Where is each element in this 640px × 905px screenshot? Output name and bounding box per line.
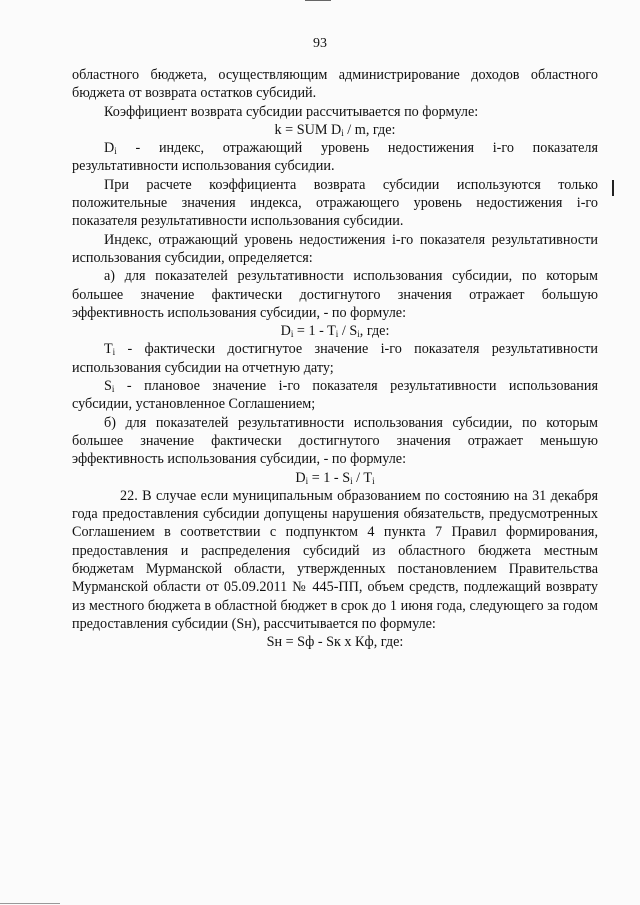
term: S [104, 378, 112, 395]
definition-t [72, 340, 598, 377]
term-subscript: i [111, 384, 115, 395]
formula-subscript: i [350, 475, 353, 486]
formula-part: D [280, 323, 291, 340]
paragraph: б) для показателей результативности использования субсидии, по которым большее значение фактически достигнутого значения отражает меньшую эффективность использования субсидии, - по формуле: [72, 414, 598, 468]
formula-subscript: i [372, 475, 375, 486]
formula-subscript: i [290, 329, 294, 340]
document-body [72, 66, 598, 652]
paragraph: При расчете коэффициента возврата субсидии используются только положительные значения индекса, отражающего уровень недостижения i-го показателя результативности использования субсидии. [72, 176, 598, 230]
formula-part: / T [352, 469, 373, 486]
bottom-scan-line [0, 903, 60, 904]
definition-text: плановое значение i-го показателя результативности использования субсидии, установленное Соглашением; [72, 378, 598, 413]
definition-d [72, 139, 598, 176]
formula-part: , где: [359, 323, 390, 340]
formula-subscript: i [335, 329, 339, 340]
term-dash: - [116, 140, 159, 157]
formula-subscript: i [341, 127, 344, 138]
formula-part: = 1 - T [293, 323, 336, 340]
paragraph: областного бюджета, осуществляющим администрирование доходов областного бюджета от возврата остатков субсидий. [72, 67, 598, 102]
definition-text: индекс, отражающий уровень недостижения i-го показателя результативности использования субсидии. [72, 140, 598, 175]
page-number: 93 [313, 36, 327, 51]
formula-k [72, 121, 598, 139]
formula-part: / S [338, 323, 358, 340]
definition-text: фактически достигнутое значение i-го показателя результативности использования субсидии на отчетную дату; [72, 341, 598, 376]
term-subscript: i [112, 347, 116, 358]
term-dash: - [114, 378, 145, 395]
term-subscript: i [114, 146, 117, 157]
margin-mark [612, 180, 614, 196]
paragraph-22: 22. В случае если муниципальным образованием по состоянию на 31 декабря года предоставления субсидии допущены нарушения обязательств, предусмотренных Соглашением в соответствии с подпунктом 4 пункта 7 Правил формирования, предоставления и распределения субсидий из областного бюджета местным бюджетам Мурманской области, утвержденных постановлением Правительства Мурманской области от 05.09.2011 № 445-ПП, объем средств, подлежащий возврату из местного бюджета в областной бюджет в срок до 1 июня года, следующего за годом предоставления субсидии (Sн), рассчитывается по формуле: [72, 487, 598, 632]
term-dash: - [115, 341, 145, 358]
term: T [104, 341, 113, 358]
paragraph: Коэффициент возврата субсидии рассчитывается по формуле: [104, 103, 479, 120]
paragraph: Индекс, отражающий уровень недостижения i-го показателя результативности использования субсидии, определяется: [72, 231, 598, 266]
formula-part: k = SUM D [274, 121, 342, 138]
term: D [104, 140, 115, 157]
formula-sn: Sн = Sф - Sк x Кф, где: [266, 634, 404, 651]
paragraph: а) для показателей результативности использования субсидии, по которым большее значение фактически достигнутого значения отражает большую эффективность использования субсидии, - по формуле: [72, 268, 598, 321]
top-scan-line [305, 0, 331, 1]
formula-part: / m, где: [343, 121, 396, 138]
formula-part: = 1 - S [308, 469, 351, 486]
definition-s [72, 377, 598, 414]
formula-di-a [72, 322, 598, 340]
formula-part: D [295, 469, 306, 486]
formula-di-b [72, 469, 598, 487]
formula-subscript: i [305, 475, 309, 486]
formula-subscript: i [357, 329, 360, 340]
